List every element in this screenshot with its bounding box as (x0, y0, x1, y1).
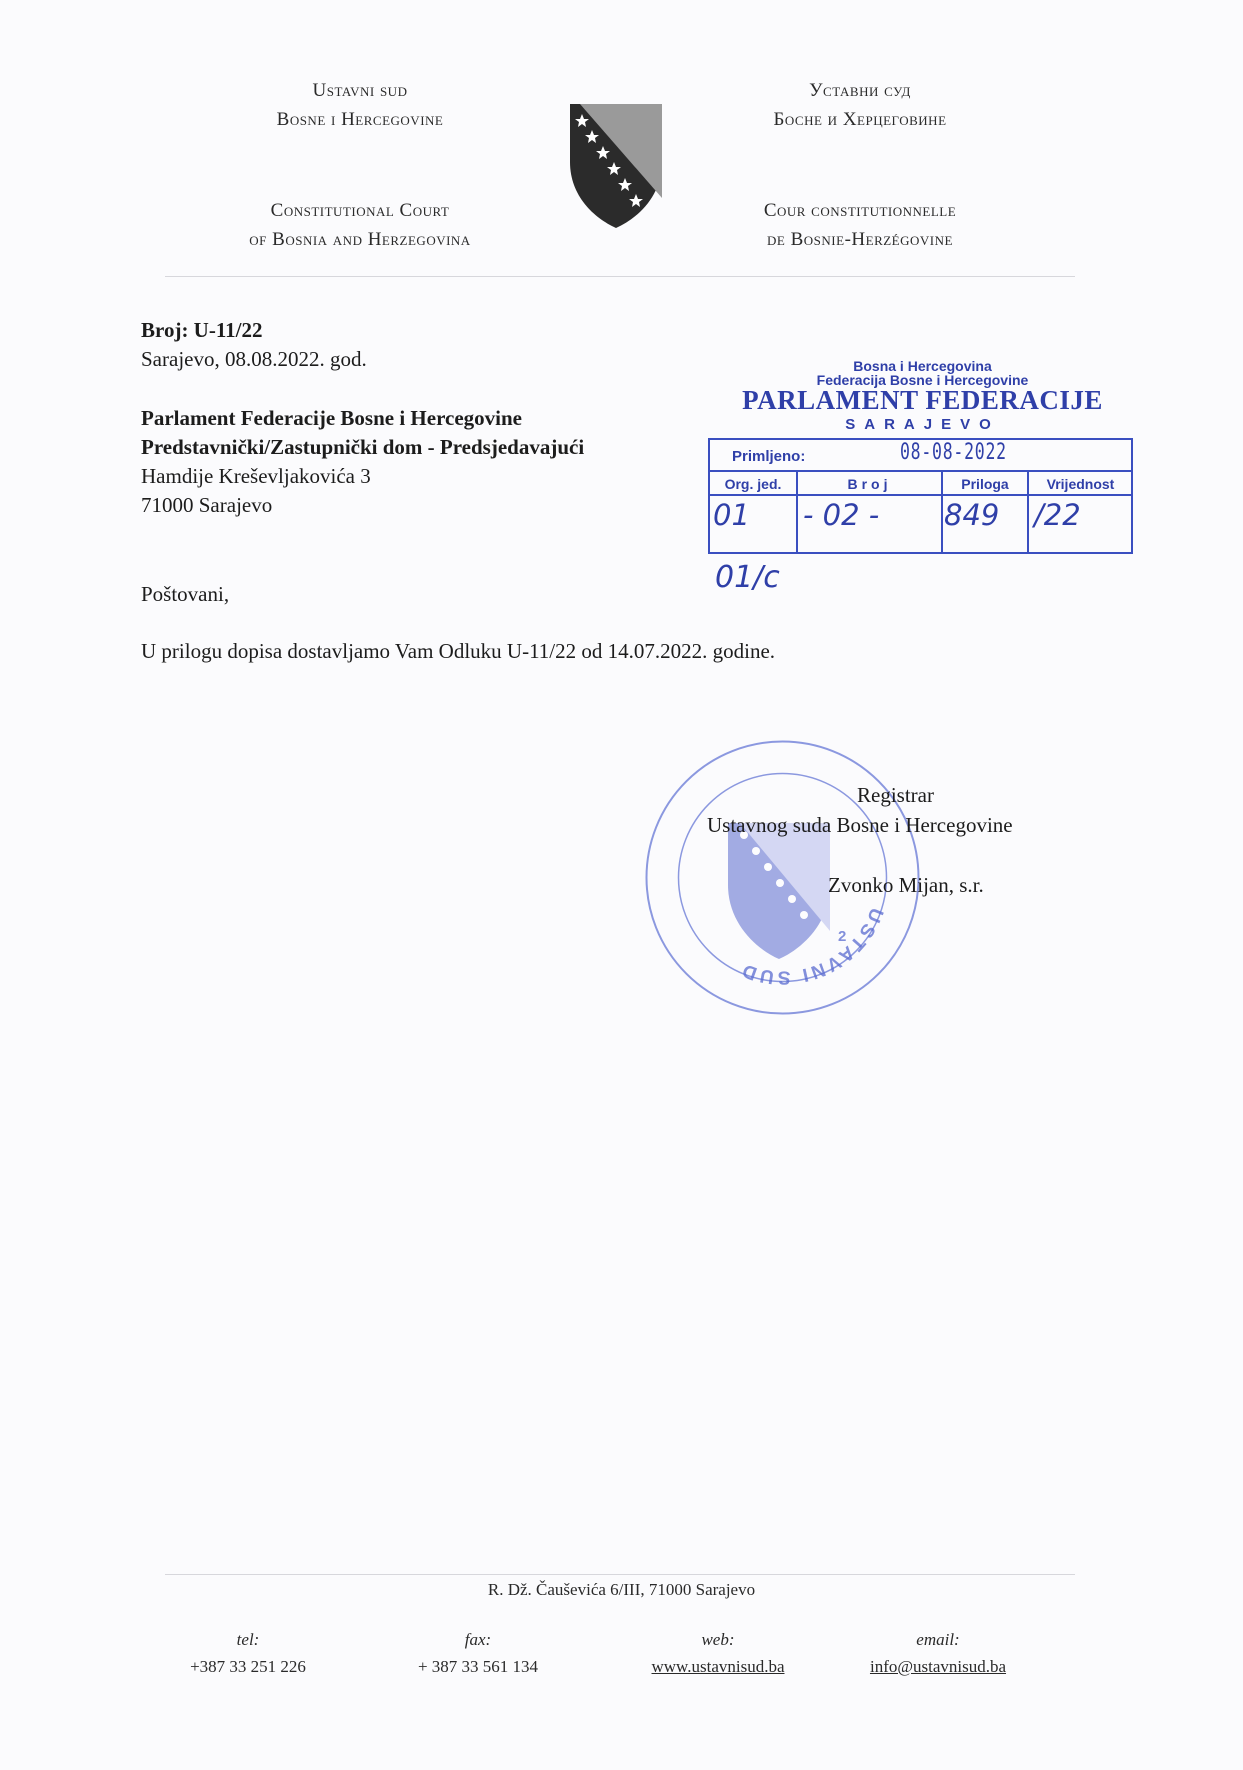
footer-email (823, 1626, 1053, 1680)
header-divider (165, 276, 1075, 277)
stamp-col-value: Vrijednost (1046, 476, 1115, 492)
letterhead-bosnian-line2: Bosne i Hercegovine (276, 109, 444, 130)
letterhead-bosnian (200, 76, 520, 134)
stamp-received-row (710, 440, 1131, 472)
letterhead-serbian (700, 76, 1020, 134)
stamp-col-attachments: Priloga (943, 472, 1029, 554)
letterhead-serbian-line2: Босне и Херцеговине (773, 109, 947, 130)
stamp-header-city: SARAJEVO (845, 416, 1000, 433)
letterhead-bosnian-line1: Ustavni sud (312, 80, 408, 101)
stamp-handwritten-org-unit: 01 (713, 498, 750, 532)
stamp-received-label: Primljeno: (732, 448, 806, 465)
reference-date: Sarajevo, 08.08.2022. god. (141, 347, 367, 371)
recipient-city: 71000 Sarajevo (141, 493, 273, 517)
footer-web-link[interactable]: www.ustavnisud.ba (651, 1657, 785, 1676)
received-stamp (695, 352, 1150, 595)
stamp-col-org-unit: Org. jed. (710, 472, 798, 554)
recipient-office: Predstavnički/Zastupnički dom - Predsjedavajući (141, 435, 585, 459)
stamp-handwritten-number: - 02 - (803, 498, 880, 532)
letterhead-english-line2: of Bosnia and Herzegovina (249, 229, 471, 250)
seal-inner-text: USTAVNI SUD (737, 904, 887, 988)
footer-address: R. Dž. Čauševića 6/III, 71000 Sarajevo (487, 1580, 756, 1599)
letterhead-french-line1: Cour constitutionnelle (763, 200, 957, 221)
letterhead-serbian-line1: Уставни суд (809, 80, 911, 101)
footer-divider (165, 1574, 1075, 1575)
stamp-header-parliament: PARLAMENT FEDERACIJE (742, 385, 1103, 415)
seal-number: 2 (838, 928, 847, 945)
footer-fax-value: + 387 33 561 134 (417, 1657, 539, 1676)
letterhead-french-line2: de Bosnie-Herzégovine (767, 229, 953, 250)
letterhead-french (700, 196, 1020, 254)
footer-email-link[interactable]: info@ustavnisud.ba (869, 1657, 1007, 1676)
letterhead-english-line1: Constitutional Court (270, 200, 450, 221)
stamp-col-number: Broj (798, 472, 943, 554)
footer-fax-label: fax: (464, 1630, 492, 1649)
signature-organization: Ustavnog suda Bosne i Hercegovine (707, 813, 1013, 837)
body-paragraph: U prilogu dopisa dostavljamo Vam Odluku U-11/22 od 14.07.2022. godine. (141, 639, 776, 663)
footer-phone-value: +387 33 251 226 (190, 1657, 306, 1676)
coat-of-arms-icon (568, 100, 664, 230)
stamp-received-date: 08-08-2022 (900, 440, 1007, 465)
stamp-grid (708, 438, 1133, 554)
signature-title: Registrar (857, 783, 934, 807)
recipient-street: Hamdije Kreševljakovića 3 (141, 464, 371, 488)
stamp-header-country: Bosna i Hercegovina (853, 358, 992, 374)
recipient-name: Parlament Federacije Bosne i Hercegovine (141, 406, 522, 430)
signature-name: Zvonko Mijan, s.r. (828, 873, 984, 897)
stamp-header-federation: Federacija Bosne i Hercegovine (816, 372, 1029, 388)
footer-fax (363, 1626, 593, 1680)
stamp-handwritten-note: 01/c (715, 560, 780, 595)
footer-web (603, 1626, 833, 1680)
letterhead-english (185, 196, 535, 254)
salutation: Poštovani, (141, 582, 230, 606)
stamp-handwritten-attachments: 849 (944, 498, 1000, 532)
footer-email-label: email: (916, 1630, 960, 1649)
reference-number: Broj: U-11/22 (141, 318, 263, 342)
footer-phone (133, 1626, 363, 1680)
footer-web-label: web: (701, 1630, 735, 1649)
stamp-handwritten-value: /22 (1034, 498, 1081, 532)
footer-phone-label: tel: (236, 1630, 260, 1649)
